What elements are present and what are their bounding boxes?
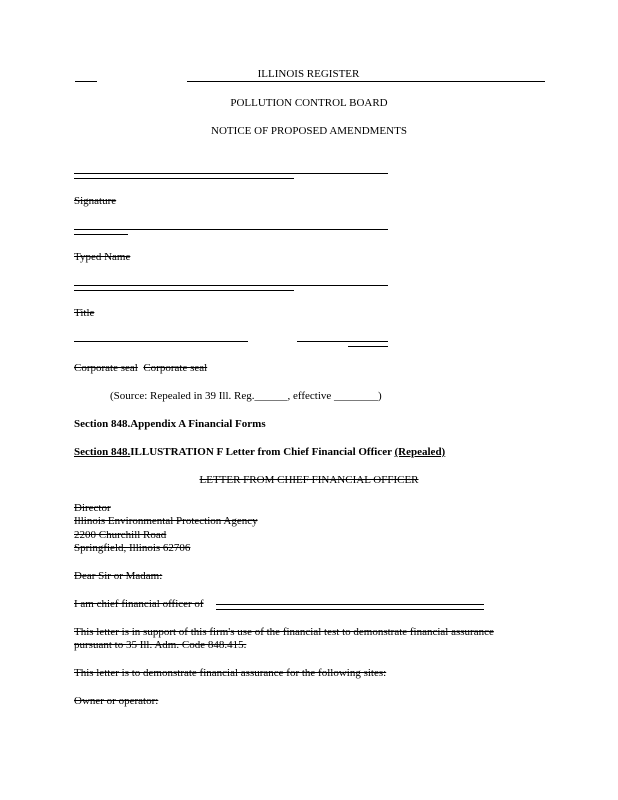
letter-heading: LETTER FROM CHIEF FINANCIAL OFFICER bbox=[199, 474, 419, 486]
board-title: POLLUTION CONTROL BOARD bbox=[230, 97, 388, 109]
para2: This letter is to demonstrate financial assurance for the following sites: bbox=[74, 667, 387, 679]
notice-title: NOTICE OF PROPOSED AMENDMENTS bbox=[211, 125, 407, 137]
address-line-3: 2200 Churchill Road bbox=[74, 529, 167, 541]
corporate-seal-label bbox=[74, 362, 207, 375]
header-short-rule bbox=[75, 81, 97, 82]
signature-line-1 bbox=[74, 173, 388, 174]
title-line-2 bbox=[74, 290, 294, 291]
signature-label: Signature bbox=[74, 195, 117, 207]
salutation: Dear Sir or Madam: bbox=[74, 570, 163, 582]
title-line-1 bbox=[74, 285, 388, 286]
intro-text: I am chief financial officer of bbox=[74, 598, 204, 610]
seal-line-right bbox=[297, 341, 388, 342]
corporate-seal-old: Corporate seal bbox=[74, 362, 138, 374]
corporate-seal-new: Corporate seal bbox=[143, 362, 208, 374]
para1-line1: This letter is in support of this firm's use of the financial test to demonstrate financial assurance bbox=[74, 626, 494, 638]
illustration-status: (Repealed) bbox=[394, 446, 446, 458]
illustration-heading bbox=[74, 446, 445, 459]
header-rule bbox=[187, 81, 545, 82]
appendix-heading: Section 848.Appendix A Financial Forms bbox=[74, 418, 266, 430]
illustration-title: ILLUSTRATION F Letter from Chief Financial Officer bbox=[130, 446, 392, 458]
para1-line2: pursuant to 35 Ill. Adm. Code 848.415. bbox=[74, 639, 247, 651]
typed-name-line-2 bbox=[74, 234, 128, 235]
illustration-prefix: Section 848. bbox=[74, 446, 131, 458]
seal-line-left bbox=[74, 341, 248, 342]
intro-blank-line bbox=[216, 609, 484, 610]
owner-label: Owner or operator: bbox=[74, 695, 159, 707]
intro-blank-line-2 bbox=[216, 604, 484, 605]
typed-name-line-1 bbox=[74, 229, 388, 230]
signature-line-2 bbox=[74, 178, 294, 179]
address-line-2: Illinois Environmental Protection Agency bbox=[74, 515, 258, 527]
address-line-4: Springfield, Illinois 62706 bbox=[74, 542, 191, 554]
title-label: Title bbox=[74, 307, 95, 319]
source-note: (Source: Repealed in 39 Ill. Reg.______, effective ________) bbox=[110, 390, 382, 402]
address-line-1: Director bbox=[74, 502, 111, 514]
seal-line-right-2 bbox=[348, 346, 388, 347]
register-title: ILLINOIS REGISTER bbox=[257, 68, 360, 80]
typed-name-label: Typed Name bbox=[74, 251, 131, 263]
